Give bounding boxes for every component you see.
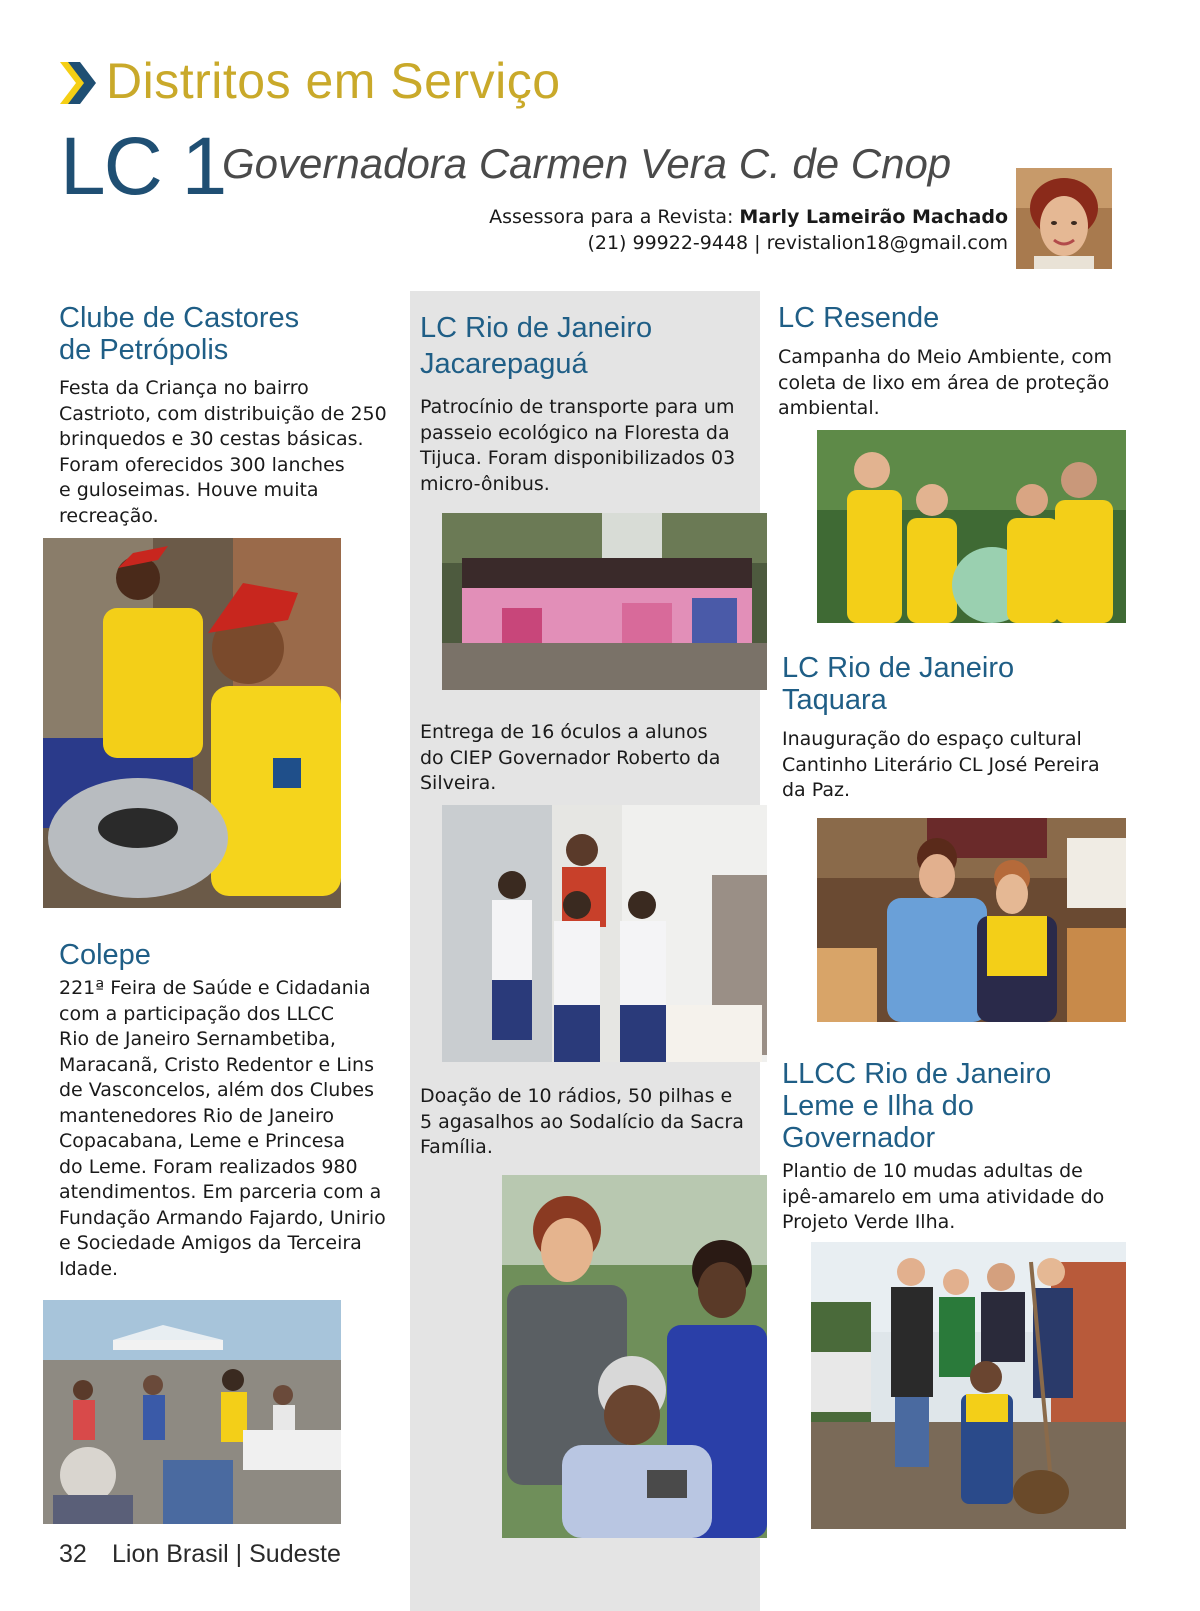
photo-radios-donation (502, 1175, 767, 1538)
text-line: Silveira. (420, 772, 497, 794)
page-number: 32 (59, 1540, 87, 1568)
club-title-line: Taquara (782, 684, 887, 716)
colepe-text (59, 976, 404, 1282)
text-line: Campanha do Meio Ambiente, com (778, 346, 1113, 368)
club-title-line: LLCC Rio de Janeiro (782, 1058, 1052, 1090)
club-title-line: LC Rio de Janeiro (782, 652, 1015, 684)
text-line: 221ª Feira de Saúde e Cidadania (59, 977, 371, 999)
club-title-line: LC Rio de Janeiro (420, 312, 653, 344)
governor-portrait (1016, 168, 1112, 269)
club-title-line: Leme e Ilha do (782, 1090, 974, 1122)
advisor-block (489, 204, 1008, 256)
chevron-icon (58, 60, 98, 106)
text-line: Idade. (59, 1257, 119, 1280)
club-title-line: de Petrópolis (59, 334, 229, 366)
text-line: Festa da Criança no bairro (59, 377, 309, 399)
photo-jacarepagua-group (442, 513, 767, 690)
castores-text (59, 376, 399, 529)
text-line: brinquedos e 30 cestas básicas. (59, 428, 364, 450)
photo-colepe-fair (43, 1300, 341, 1524)
taquara-text (782, 727, 1142, 804)
text-line: Projeto Verde Ilha. (782, 1211, 956, 1233)
text-line: e Sociedade Amigos da Terceira (59, 1232, 362, 1254)
text-line: Patrocínio de transporte para um (420, 396, 735, 418)
club-title-line: Governador (782, 1122, 936, 1154)
oculos-text (420, 720, 755, 797)
text-line: coleta de lixo em área de proteção (778, 371, 1110, 394)
club-title-leme (782, 1058, 1142, 1154)
text-line: da Paz. (782, 779, 851, 801)
text-line: de Vasconcelos, além dos Clubes (59, 1079, 375, 1101)
club-title-castores (59, 302, 399, 366)
text-line: do Leme. Foram realizados 980 (59, 1155, 358, 1178)
text-line: do CIEP Governador Roberto da (420, 746, 721, 769)
text-line: 5 agasalhos ao Sodalício da Sacra (420, 1110, 744, 1133)
text-line: Entrega de 16 óculos a alunos (420, 721, 708, 743)
text-line: Maracanã, Cristo Redentor e Lins (59, 1053, 375, 1076)
advisor-contact: (21) 99922-9448 | revistalion18@gmail.com (587, 232, 1008, 254)
leme-text (782, 1159, 1142, 1236)
radios-text (420, 1084, 755, 1161)
text-line: Copacabana, Leme e Princesa (59, 1130, 345, 1152)
club-title-taquara (782, 652, 1142, 716)
club-title-line: Jacarepaguá (420, 348, 588, 380)
text-line: Rio de Janeiro Sernambetiba, (59, 1028, 336, 1050)
club-title-colepe: Colepe (59, 939, 151, 971)
photo-resende-cleanup (817, 430, 1126, 623)
club-title-jacarepagua (420, 312, 750, 380)
text-line: Família. (420, 1136, 493, 1158)
section-title: Distritos em Serviço (106, 53, 561, 109)
jacarepagua-text (420, 395, 755, 497)
text-line: ambiental. (778, 397, 880, 419)
resende-text (778, 345, 1138, 422)
advisor-label: Assessora para a Revista: (489, 206, 740, 228)
text-line: Cantinho Literário CL José Pereira (782, 753, 1100, 776)
magazine-name: Lion Brasil | Sudeste (112, 1540, 341, 1568)
photo-leme-tree-planting (811, 1242, 1126, 1529)
district-code: LC 1 (60, 121, 226, 212)
text-line: com a participação dos LLCC (59, 1002, 335, 1025)
club-title-line: Clube de Castores (59, 302, 300, 334)
text-line: e guloseimas. Houve muita (59, 479, 319, 501)
text-line: mantenedores Rio de Janeiro (59, 1104, 334, 1127)
photo-taquara-library (817, 818, 1126, 1022)
text-line: Foram oferecidos 300 lanches (59, 453, 345, 476)
governor-name: Governadora Carmen Vera C. de Cnop (222, 140, 952, 187)
text-line: Castrioto, com distribuição de 250 (59, 402, 387, 425)
text-line: Tijuca. Foram disponibilizados 03 (420, 447, 736, 469)
text-line: Fundação Armando Fajardo, Unirio (59, 1206, 386, 1229)
text-line: recreação. (59, 504, 159, 527)
text-line: passeio ecológico na Floresta da (420, 421, 730, 444)
photo-castores-party (43, 538, 341, 908)
text-line: Doação de 10 rádios, 50 pilhas e (420, 1085, 733, 1107)
text-line: ipê-amarelo em uma atividade do (782, 1185, 1105, 1208)
text-line: atendimentos. Em parceria com a (59, 1181, 382, 1203)
text-line: Plantio de 10 mudas adultas de (782, 1160, 1083, 1182)
text-line: micro-ônibus. (420, 472, 550, 495)
text-line: Inauguração do espaço cultural (782, 728, 1082, 750)
club-title-resende: LC Resende (778, 302, 940, 334)
advisor-name: Marly Lameirão Machado (739, 206, 1008, 228)
photo-oculos-students (442, 805, 767, 1062)
